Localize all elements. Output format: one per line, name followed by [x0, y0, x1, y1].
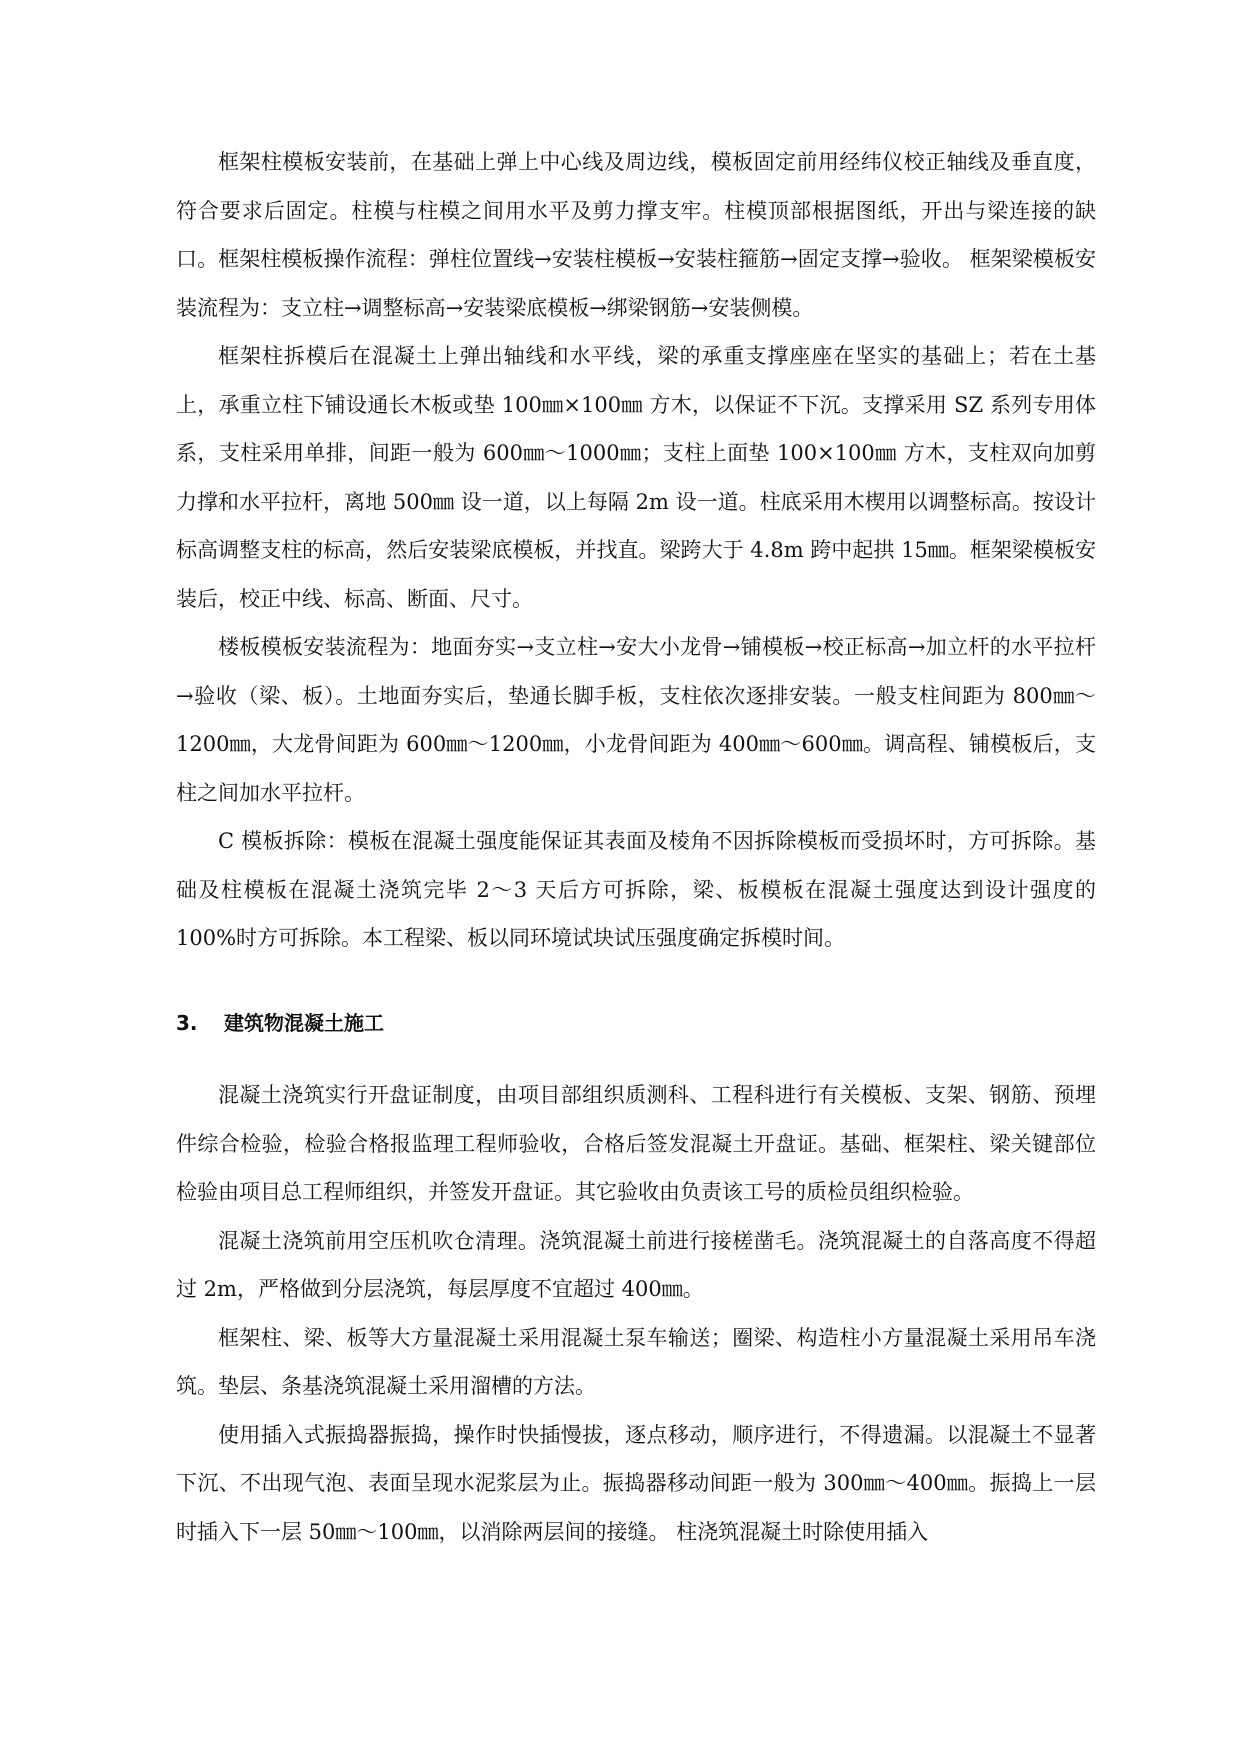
paragraph-pouring-methods: 框架柱、梁、板等大方量混凝土采用混凝土泵车输送；圈梁、构造柱小方量混凝土采用吊车浇筑。垫层、条基浇筑混凝土采用溜槽的方法。 [176, 1325, 1096, 1398]
section-heading [176, 999, 1096, 1048]
paragraph-pouring-preparation: 混凝土浇筑前用空压机吹仓清理。浇筑混凝土前进行接槎凿毛。浇筑混凝土的自落高度不得超过 2m，严格做到分层浇筑，每层厚度不宜超过 400㎜。 [176, 1228, 1096, 1301]
paragraph-formwork-removal: C 模板拆除：模板在混凝土强度能保证其表面及棱角不因拆除模板而受损坏时，方可拆除。基础及柱模板在混凝土浇筑完毕 2～3 天后方可拆除，梁、板模板在混凝土强度达到设计强度的 100%时方可拆除。本工程梁、板以同环境试块试压强度确定拆模时间。 [176, 829, 1096, 950]
paragraph-pouring-permit: 混凝土浇筑实行开盘证制度，由项目部组织质测科、工程科进行有关模板、支架、钢筋、预埋件综合检验，检验合格报监理工程师验收，合格后签发混凝土开盘证。基础、框架柱、梁关键部位检验由项目总工程师组织，并签发开盘证。其它验收由负责该工号的质检员组织检验。 [176, 1083, 1096, 1204]
paragraph-column-formwork: 框架柱模板安装前，在基础上弹上中心线及周边线，模板固定前用经纬仪校正轴线及垂直度，符合要求后固定。柱模与柱模之间用水平及剪力撑支牢。柱模顶部根据图纸，开出与梁连接的缺口。框架柱模板操作流程：弹柱位置线→安装柱模板→安装柱箍筋→固定支撑→验收。 框架梁模板安装流程为：支立柱→调整标高→安装梁底模板→绑梁钢筋→安装侧模。 [176, 150, 1096, 320]
paragraph-vibration: 使用插入式振捣器振捣，操作时快插慢拔，逐点移动，顺序进行，不得遗漏。以混凝土不显著下沉、不出现气泡、表面呈现水泥浆层为止。振捣器移动间距一般为 300㎜～400㎜。振捣上一层时插入下一层 50㎜～100㎜，以消除两层间的接缝。 柱浇筑混凝土时除使用插入 [176, 1422, 1096, 1544]
paragraph-slab-formwork: 楼板模板安装流程为：地面夯实→支立柱→安大小龙骨→铺模板→校正标高→加立杆的水平拉杆→验收（梁、板）。土地面夯实后，垫通长脚手板，支柱依次逐排安装。一般支柱间距为 800㎜～1200㎜，大龙骨间距为 600㎜～1200㎜，小龙骨间距为 400㎜～600㎜。调高程、铺模板后，支柱之间加水平拉杆。 [176, 635, 1096, 805]
section-number: 3. [176, 1010, 198, 1035]
document-body [176, 138, 1096, 1556]
paragraph-support-system: 框架柱拆模后在混凝土上弹出轴线和水平线，梁的承重支撑座座在坚实的基础上；若在土基上，承重立柱下铺设通长木板或垫 100㎜×100㎜ 方木，以保证不下沉。支撑采用 SZ 系列专用体系，支柱采用单排，间距一般为 600㎜～1000㎜；支柱上面垫 100×100㎜ 方木，支柱双向加剪力撑和水平拉杆，离地 500㎜ 设一道，以上每隔 2m 设一道。柱底采用木楔用以调整标高。按设计标高调整支柱的标高，然后安装梁底模板，并找直。梁跨大于 4.8m 跨中起拱 15㎜。框架梁模板安装后，校正中线、标高、断面、尺寸。 [176, 344, 1096, 611]
section-title: 建筑物混凝土施工 [224, 1010, 384, 1035]
